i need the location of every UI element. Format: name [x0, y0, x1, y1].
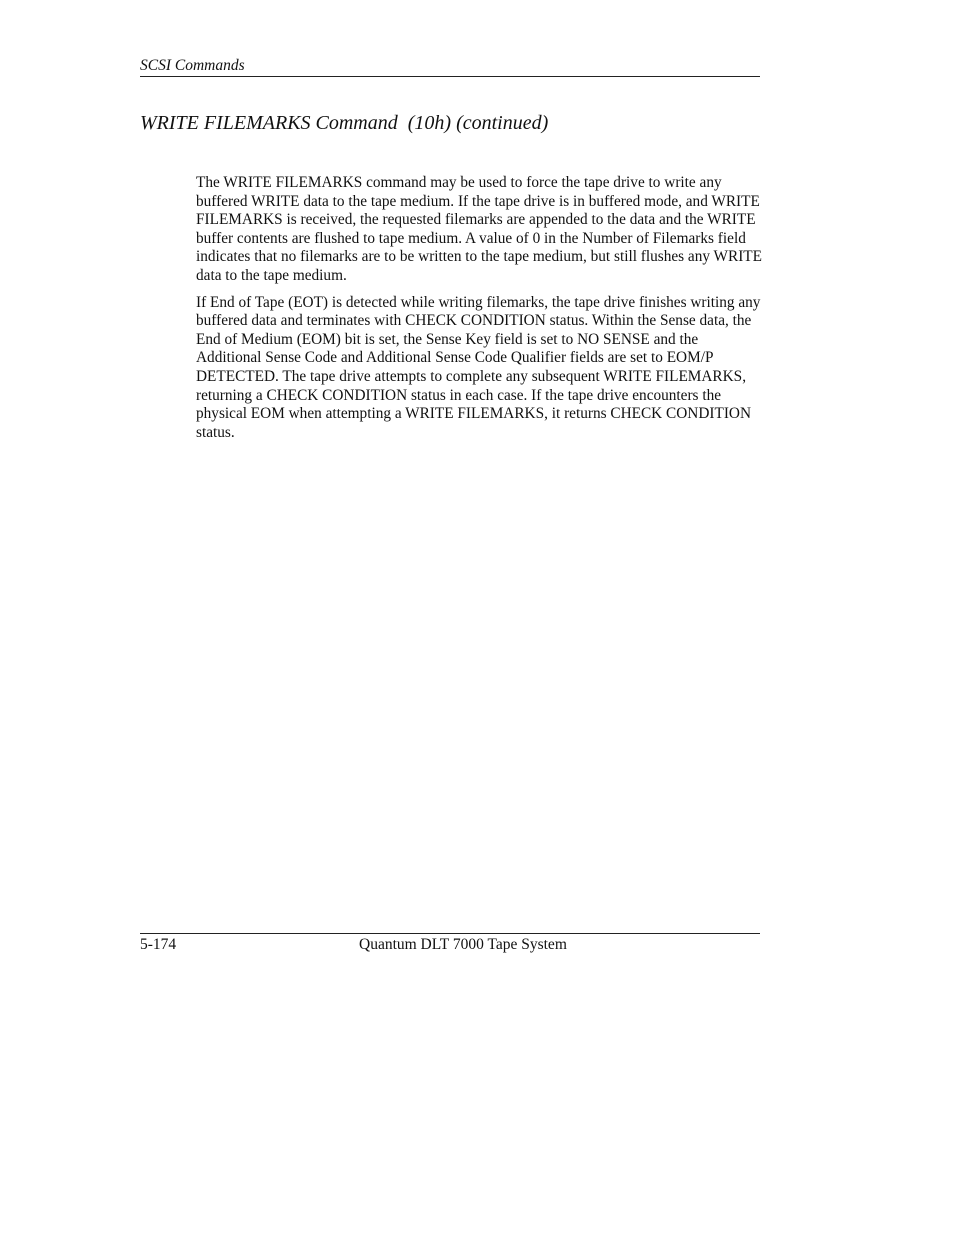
body-text	[196, 174, 762, 450]
running-header: SCSI Commands	[140, 56, 760, 77]
footer-document-title: Quantum DLT 7000 Tape System	[359, 936, 567, 953]
paragraph-2: If End of Tape (EOT) is detected while writing filemarks, the tape drive finishes writing any buffered data and terminates with CHECK CONDITION status. Within the Sense data, the End of Medium (EOM) bit is set, the Sense Key field is set to NO SENSE and the Additional Sense Code and Additional Sense Code Qualifier fields are set to EOM/P DETECTED. The tape drive attempts to complete any subsequent WRITE FILEMARKS, returning a CHECK CONDITION status in each case. If the tape drive encounters the physical EOM when attempting a WRITE FILEMARKS, it returns CHECK CONDITION status.	[196, 293, 761, 441]
section-title: WRITE FILEMARKS Command (10h) (continued)	[140, 112, 549, 134]
page-number: 5-174	[140, 936, 177, 953]
paragraph-1: The WRITE FILEMARKS command may be used to force the tape drive to write any buffered WRITE data to the tape medium. If the tape drive is in buffered mode, and WRITE FILEMARKS is received, the requested filemarks are appended to the data and the WRITE buffer contents are flushed to tape medium. A value of 0 in the Number of Filemarks field indicates that no filemarks are to be written to the tape medium, but still flushes any WRITE data to the tape medium.	[196, 174, 762, 284]
footer-rule	[140, 933, 760, 934]
